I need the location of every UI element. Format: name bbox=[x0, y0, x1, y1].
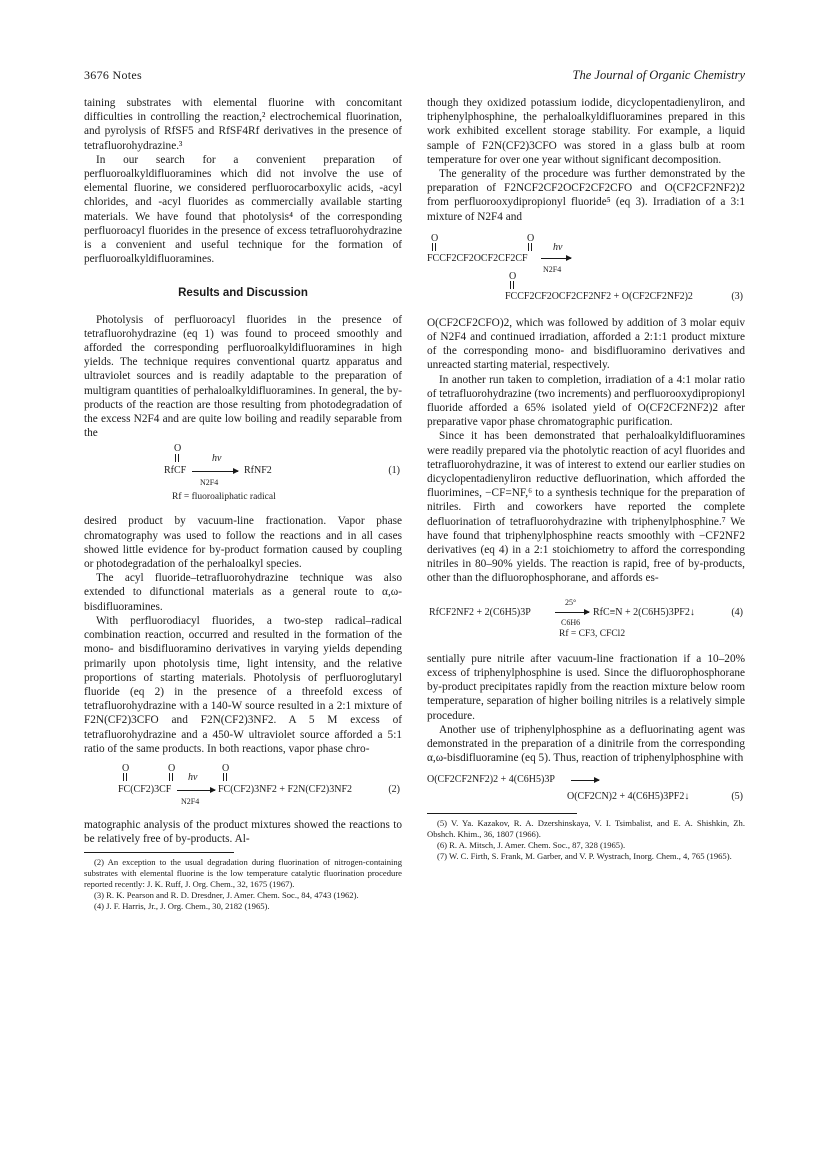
paragraph: In our search for a convenient preparation of perfluoroalkyldifluoramines which did not involve the use of elemental fluorine, we considered perfluorocarboxylic acids, -acyl chlorides, and -acyl fluorides as commercially available starting materials. We have found that photolysis⁴ of the corresponding perfluoroacyl fluorides in the presence of excess tetrafluorohydrazine is a convenient and useful technique for the formation of perfluoroalkyldifluoramines. bbox=[84, 153, 402, 266]
eq4-number: (4) bbox=[731, 606, 743, 618]
eq3-condition: N2F4 bbox=[543, 264, 562, 274]
eq3-carbonyl-o3: O bbox=[509, 270, 517, 282]
eq3-number: (3) bbox=[731, 290, 743, 302]
eq1-number: (1) bbox=[388, 465, 400, 477]
paragraph: With perfluorodiacyl fluorides, a two-step radical–radical combination reaction, occurred and resulted in the formation of the mono- and bisdifluoramino derivatives in varying yields depending primarily upon photolysis time, light intensity, and the relative proportions of starting materials. Photolysis of perfluoroglutaryl fluoride (eq 2) in the presence of a threefold excess of tetrafluorohydrazine with a 140-W source resulted in a 2:1 mixture of F2N(CF2)3CFO and F2N(CF2)3NF2. A 5 M excess of tetrafluorohydrazine and a 450-W ultraviolet source afforded a 5:1 ratio of the same products. In both reactions, vapor phase chro- bbox=[84, 614, 402, 755]
eq1-carbonyl-o: O bbox=[174, 443, 182, 455]
eq5-arrow bbox=[571, 780, 599, 781]
eq3-double-bond bbox=[528, 243, 532, 251]
eq2-double-bond bbox=[123, 773, 127, 781]
paragraph: sentially pure nitrile after vacuum-line fractionation if a 10–20% excess of triphenylphosphine is used. Since the difluorophosphorane by-product precipitates rapidly from the reaction mixture below room temperature, separation of higher boiling nitriles is a relatively simple procedure. bbox=[427, 652, 745, 722]
eq5-number: (5) bbox=[731, 791, 743, 803]
footnote-rule bbox=[427, 813, 577, 814]
footnote-rule bbox=[84, 852, 234, 853]
eq2-number: (2) bbox=[388, 783, 400, 795]
paragraph: though they oxidized potassium iodide, dicyclopentadienyliron, and triphenylphosphine, the perhaloalkyldifluoramines prepared in this work exhibited excellent storage stability. For example, a liquid sample of F2N(CF2)3CFO was stored in a glass bulb at room temperature for over one year without significant decomposition. bbox=[427, 97, 745, 166]
paragraph: In another run taken to completion, irradiation of a 4:1 molar ratio of tetrafluorohydrazine (two increments) and perfluorooxydipropionyl fluoride afforded a 65% isolated yield of O(CF2CF2NF2)2 after preparative vapor phase chromatographic purification. bbox=[427, 373, 745, 429]
eq3-double-bond bbox=[432, 243, 436, 251]
paragraph: Since it has been demonstrated that perhaloalkyldifluoramines were readily prepared via the photolytic reaction of acyl fluorides and tetrafluorohydrazine, it was of interest to extend our earlier studies on dicyclopentadienyliron reductive defluorination, which afforded the fluorimines, −CF=NF,⁶ to a synthesis technique for the preparation of nitriles. Firth and coworkers have reported the complete defluorination of tetrafluorohydrazine with triphenylphosphine.⁷ We have found that triphenylphosphine reacts smoothly with −CF2NF2 derivatives (eq 4) in a 2:1 stoichiometry to afford the corresponding nitriles in 80–90% yields. The reaction is rapid, free of by-products, other than the difluorophosphorane, and affords es- bbox=[427, 430, 745, 585]
paragraph: taining substrates with elemental fluorine with concomitant difficulties in controlling the reaction,² electrochemical fluorination, and pyrolysis of RfSF5 and RfSF4Rf derivatives in the presence of tetrafluorohydrazine.³ bbox=[84, 97, 402, 152]
eq1-reactant: RfCF bbox=[164, 465, 187, 477]
eq2-reactant: FC(CF2)3CF bbox=[118, 783, 172, 795]
eq3-products: FCCF2CF2OCF2CF2NF2 + O(CF2CF2NF2)2 bbox=[505, 290, 693, 302]
eq1-product: RfNF2 bbox=[244, 465, 272, 477]
equation-1 bbox=[84, 440, 402, 504]
eq2-double-bond bbox=[169, 773, 173, 781]
footnote: (2) An exception to the usual degradation during fluorination of nitrogen-containing substrates with elemental fluorine is the low temperature catalytic fluorination procedure reported recently: J. K. Ruff, J. Org. Chem., 32, 1675 (1967). bbox=[84, 857, 402, 889]
eq3-reactant: FCCF2CF2OCF2CF2CF bbox=[427, 252, 528, 264]
footnote: (6) R. A. Mitsch, J. Amer. Chem. Soc., 87, 328 (1965). bbox=[437, 839, 626, 850]
paragraph: Photolysis of perfluoroacyl fluorides in the presence of tetrafluorohydrazine (eq 1) was found to proceed smoothly and afforded the corresponding perfluoroalkyldifluoramines in high yields. The technique requires conventional quartz apparatus and ultraviolet sources and is readily adaptable to the preparation of multigram quantities of perhaloalkyldifluoramines. In general, the by-products of the reaction are those resulting from photodegradation of the excess N2F4 and are quite low boiling and readily separable from the bbox=[84, 313, 402, 440]
eq2-arrow bbox=[177, 790, 215, 791]
eq2-hv: hν bbox=[188, 771, 198, 783]
paragraph: O(CF2CF2CFO)2, which was followed by addition of 3 molar equiv of N2F4 and continued irradiation, afforded a 2:1:1 product mixture of the corresponding mono- and bisdifluoramino derivatives and unreacted starting material, respectively. bbox=[427, 316, 745, 372]
eq2-carbonyl-o1: O bbox=[122, 762, 130, 774]
eq3-carbonyl-o1: O bbox=[431, 232, 439, 244]
eq4-temperature: 25° bbox=[565, 597, 577, 607]
eq4-products: RfC≡N + 2(C6H5)3PF2↓ bbox=[593, 606, 695, 618]
eq2-carbonyl-o3: O bbox=[222, 762, 230, 774]
equation-5 bbox=[427, 771, 745, 807]
paragraph: Another use of triphenylphosphine as a defluorinating agent was demonstrated in the preparation of a dinitrile from the corresponding α,ω-bisdifluoramine (eq 5). Thus, reaction of triphenylphosphine with bbox=[427, 723, 745, 765]
footnote: (5) V. Ya. Kazakov, R. A. Dzershinskaya, V. I. Tsimbalist, and E. A. Shishkin, Zh. Obshch. Khim., 36, 1807 (1966). bbox=[427, 818, 745, 840]
eq2-condition: N2F4 bbox=[181, 796, 200, 806]
eq1-double-bond bbox=[175, 454, 179, 462]
footnote: (4) J. F. Harris, Jr., J. Org. Chem., 30, 2182 (1965). bbox=[94, 900, 270, 911]
eq2-products: FC(CF2)3NF2 + F2N(CF2)3NF2 bbox=[218, 783, 353, 795]
eq3-double-bond bbox=[510, 281, 514, 289]
paragraph: matographic analysis of the product mixtures showed the reactions to be relatively free of by-products. Al- bbox=[84, 818, 402, 846]
eq2-carbonyl-o2: O bbox=[168, 762, 176, 774]
section-heading: Results and Discussion bbox=[178, 287, 308, 300]
right-column bbox=[427, 96, 745, 862]
eq4-solvent: C6H6 bbox=[561, 617, 581, 627]
left-column bbox=[84, 96, 402, 911]
eq3-carbonyl-o2: O bbox=[527, 232, 535, 244]
journal-title: The Journal of Organic Chemistry bbox=[572, 68, 745, 82]
paragraph: The generality of the procedure was further demonstrated by the preparation of F2NCF2CF2OCF2CF2CFO and O(CF2CF2NF2)2 from perfluorooxydipropionyl fluoride⁵ (eq 3). Irradiation of a 3:1 mixture of N2F4 and bbox=[427, 168, 745, 223]
eq3-arrow bbox=[541, 258, 571, 259]
paragraph: desired product by vacuum-line fractionation. Vapor phase chromatography was used to follow the reactions and in all cases showed little evidence for by-product formation caused by coupling or photodegradation of the perhaloalkyl species. bbox=[84, 515, 402, 571]
eq5-reactants: O(CF2CF2NF2)2 + 4(C6H5)3P bbox=[427, 774, 555, 786]
equation-4 bbox=[427, 596, 745, 642]
eq3-hv: hν bbox=[553, 241, 563, 253]
eq1-arrow bbox=[192, 471, 238, 472]
eq1-hv: hν bbox=[212, 453, 222, 465]
eq1-note: Rf = fluoroaliphatic radical bbox=[172, 492, 276, 503]
eq4-arrow bbox=[555, 612, 589, 613]
footnote: (7) W. C. Firth, S. Frank, M. Garber, and V. P. Wystrach, Inorg. Chem., 4, 765 (1965). bbox=[437, 850, 732, 861]
eq5-products: O(CF2CN)2 + 4(C6H5)3PF2↓ bbox=[567, 791, 690, 803]
page-number-section: 3676 Notes bbox=[84, 68, 142, 82]
footnote: (3) R. K. Pearson and R. D. Dresdner, J. Amer. Chem. Soc., 84, 4743 (1962). bbox=[94, 889, 359, 900]
paragraph: The acyl fluoride–tetrafluorohydrazine technique was also extended to difunctional materials as a general route to α,ω-bisdifluoramines. bbox=[84, 572, 402, 613]
equation-2 bbox=[84, 760, 402, 812]
eq1-condition: N2F4 bbox=[200, 478, 219, 488]
eq2-double-bond bbox=[223, 773, 227, 781]
eq4-note: Rf = CF3, CFCl2 bbox=[559, 628, 626, 639]
equation-3 bbox=[427, 230, 745, 310]
eq4-reactants: RfCF2NF2 + 2(C6H5)3P bbox=[429, 606, 531, 618]
page-header bbox=[84, 68, 745, 86]
